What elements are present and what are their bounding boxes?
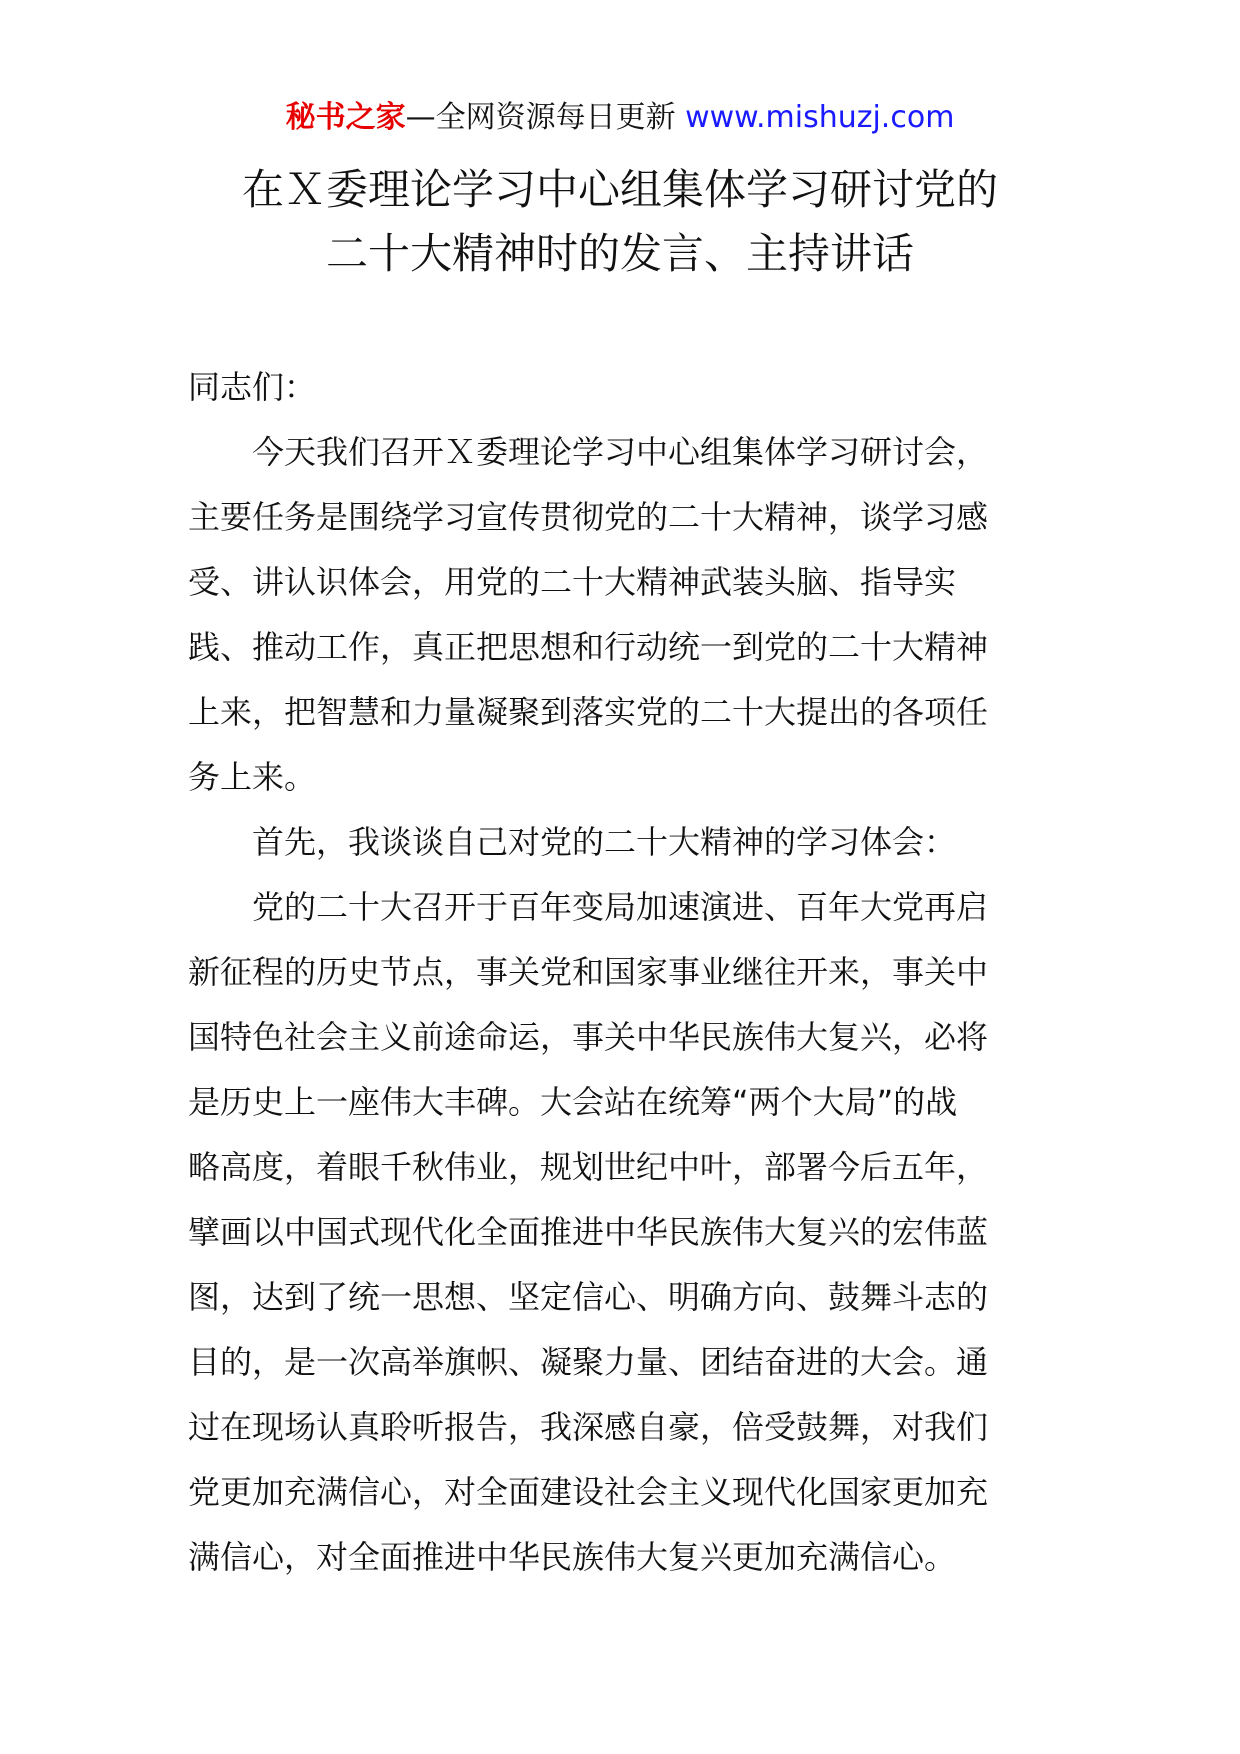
paragraph-3-line: 国特色社会主义前途命运，事关中华民族伟大复兴，必将 — [188, 1018, 989, 1056]
document-title — [140, 158, 1100, 286]
paragraph-3-line: 略高度，着眼千秋伟业，规划世纪中叶，部署今后五年， — [188, 1148, 989, 1186]
paragraph-3-line: 新征程的历史节点，事关党和国家事业继往开来，事关中 — [188, 953, 989, 991]
brand-name: 秘书之家 — [285, 100, 406, 135]
paragraph-3-line: 是历史上一座伟大丰碑。大会站在统筹“两个大局”的战 — [188, 1083, 958, 1121]
salutation: 同志们： — [188, 368, 317, 406]
paragraph-1-line: 主要任务是围绕学习宣传贯彻党的二十大精神，谈学习感 — [188, 498, 989, 536]
paragraph-3-line: 过在现场认真聆听报告，我深感自豪，倍受鼓舞，对我们 — [188, 1408, 989, 1446]
title-line-1: 在Ｘ委理论学习中心组集体学习研讨党的 — [241, 165, 998, 214]
paragraph-1-line: 受、讲认识体会，用党的二十大精神武装头脑、指导实 — [188, 563, 957, 601]
paragraph-3-line: 党更加充满信心，对全面建设社会主义现代化国家更加充 — [188, 1473, 989, 1511]
paragraph-3-line: 擘画以中国式现代化全面推进中华民族伟大复兴的宏伟蓝 — [188, 1213, 989, 1251]
paragraph-3-line: 党的二十大召开于百年变局加速演进、百年大党再启 — [252, 888, 989, 926]
paragraph-1-line: 上来，把智慧和力量凝聚到落实党的二十大提出的各项任 — [188, 693, 989, 731]
paragraph-3-line: 满信心，对全面推进中华民族伟大复兴更加充满信心。 — [188, 1538, 957, 1576]
paragraph-3-line: 图，达到了统一思想、坚定信心、明确方向、鼓舞斗志的 — [188, 1278, 989, 1316]
paragraph-1-line: 务上来。 — [188, 758, 317, 796]
site-header — [0, 98, 1240, 138]
title-line-2: 二十大精神时的发言、主持讲话 — [325, 229, 914, 278]
paragraph-3-line: 目的，是一次高举旗帜、凝聚力量、团结奋进的大会。通 — [188, 1343, 989, 1381]
header-tagline: —全网资源每日更新 — [405, 100, 676, 135]
website-link[interactable]: www.mishuzj.com — [675, 100, 955, 135]
paragraph-1-line: 今天我们召开Ｘ委理论学习中心组集体学习研讨会， — [252, 433, 989, 471]
document-body — [188, 355, 1063, 1590]
paragraph-2-line: 首先，我谈谈自己对党的二十大精神的学习体会： — [252, 823, 957, 861]
paragraph-1-line: 践、推动工作，真正把思想和行动统一到党的二十大精神 — [188, 628, 989, 666]
